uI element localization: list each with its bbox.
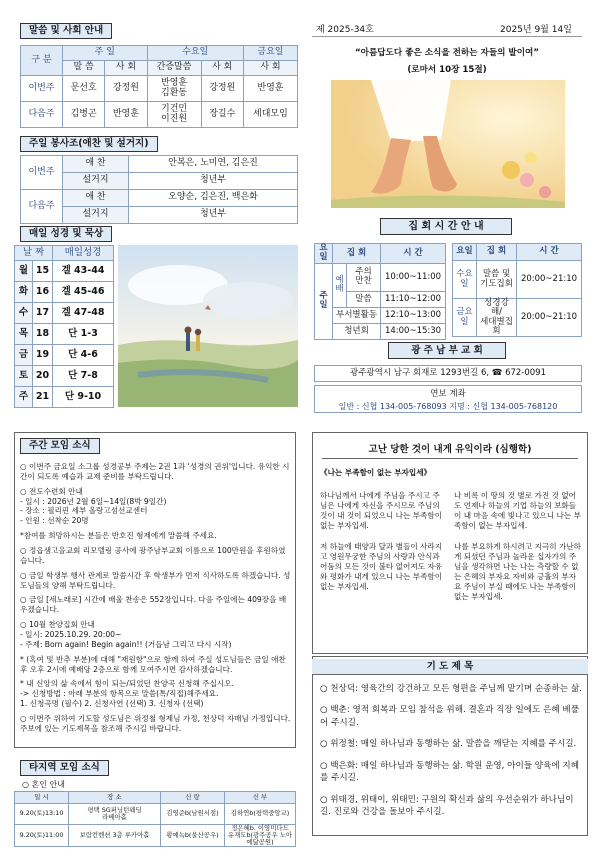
day-header: 요일	[453, 244, 477, 261]
meal-names: 오양순, 김은진, 백은화	[129, 190, 298, 207]
prayer-item: ○ 천상덕: 영육간의 강건하고 모든 형편을 주님께 맡기며 순종하는 삶.	[320, 684, 582, 694]
sermon-table	[20, 45, 298, 128]
cell: 기건민 이진원	[147, 102, 201, 128]
weekly-news-list	[20, 462, 292, 739]
wedding-cell: 9.20(토)13:10	[15, 804, 69, 825]
meeting-name: 청년회	[333, 323, 381, 339]
day-label: 목	[15, 324, 33, 345]
wedding-cell: 김영준b(남원서점)	[161, 804, 225, 825]
meeting-name: 주의 만찬	[347, 263, 381, 291]
meeting-time: 14:00~15:30	[381, 323, 446, 339]
meeting-name: 성경강해/ 세대별집회	[477, 299, 517, 337]
meeting-time: 20:00~21:10	[517, 299, 582, 337]
news-item: ○ 정읍샘고을교회 리모델링 공사에 광주남부교회 이름으로 100만원을 후원하였습니다.	[20, 546, 286, 565]
weekly-news-title: 주간 모임 소식	[20, 438, 100, 454]
issue-date: 2025년 9월 14일	[500, 25, 572, 35]
date-cell: 20	[33, 366, 53, 387]
account-numbers: 일반 : 신협 134-005-768093 지명 : 신협 134-005-768120	[338, 402, 558, 411]
reading-header: 매일성경	[53, 246, 114, 261]
prayer-list	[320, 683, 582, 828]
wed-sermon-header: 간증말씀	[147, 61, 201, 76]
fri-header: 금요일	[243, 46, 297, 61]
time-header: 시 간	[381, 244, 446, 264]
news-item: ○ 금일 학생부 행사 관계로 말씀시간 후 학생부가 먼저 식사하도록 하겠습니다. 성도님들의 양해 부탁드립니다.	[20, 570, 291, 590]
news-item: ○ 이번주 금요일 소그룹 성경공부 주제는 2권 1과 '성경의 권위'입니다. 유익한 시간이 되도록 예습과 교제 준비를 부탁드립니다.	[20, 462, 290, 481]
prayer-title: 기 도 제 목	[312, 659, 588, 675]
service-table	[20, 155, 298, 224]
cell: 반영훈	[105, 102, 147, 128]
day-label: 금	[15, 345, 33, 366]
row-label: 다음주	[21, 190, 63, 224]
host-header: 사 회	[105, 61, 147, 76]
wedding-header: 일 시	[15, 792, 69, 804]
news-item: ○ 10월 찬양집회 안내 - 일시: 2025.10.29. 20:00~ - 주제: Born again! Begin again!! (거듭남 그리고 다시 시작)	[20, 620, 232, 649]
wedding-subtitle: ○ 혼인 안내	[22, 780, 65, 789]
time-header: 시 간	[517, 244, 582, 261]
wedding-cell: 정은혜b. 이영미다드 유재도b(광주공우 노아예닮공원)	[225, 825, 296, 847]
meal-label: 애 찬	[63, 156, 129, 173]
wash-label: 설거지	[63, 173, 129, 190]
date-cell: 17	[33, 303, 53, 324]
reading-col2	[454, 491, 582, 602]
reading-paragraph: 하나님께서 나에게 주님을 주시고 주님은 나에게 자신을 주시므로 주님의 것이 내 것이 되었으니 나는 부족함이 없는 부자입세.	[320, 491, 443, 530]
date-cell: 19	[33, 345, 53, 366]
meeting-times-title: 집 회 시 간 안 내	[380, 218, 512, 235]
meeting-name: 말씀 및 기도집회	[477, 261, 517, 299]
church-name: 광 주 남 부 교 회	[388, 342, 506, 359]
wed-header: 수요일	[147, 46, 243, 61]
meeting-name: 말씀	[347, 291, 381, 307]
wash-label: 설거지	[63, 207, 129, 224]
wash-names: 청년부	[129, 207, 298, 224]
news-item: ○ 이번주 위하여 기도할 성도님은 위정철 형제님 가정, 천상덕 자매님 가정입니다. 주보에 있는 기도제목을 참조해 주시길 바랍니다.	[20, 714, 291, 733]
reading-cell: 겔 43-44	[53, 261, 114, 282]
meeting-name: 부서별활동	[333, 307, 381, 323]
news-item: * 내 신앙의 삶 속에서 힘이 되는/되었던 찬양곡 신청해 주십시오. -> 신청방법 : 아래 부분의 항목으로 말씀(톡/직접)해주세요. 1. 신청곡명 (필수) 2. 신청사연 (선택) 3. 신청자 (선택)	[20, 679, 234, 709]
date-cell: 15	[33, 261, 53, 282]
news-item: ○ 전도수련회 안내 - 일시 : 2026년 2월 6일~14일(8박 9일간) - 장소 : 필리핀 세부 올랑고섬선교센터 - 인원 : 선착순 20명	[20, 486, 167, 526]
wedding-cell: 보람컨벤션 3층 루카아홀	[69, 825, 161, 847]
meeting-time: 12:10~13:00	[381, 307, 446, 323]
cell: 장길수	[201, 102, 243, 128]
wedding-header: 신 부	[225, 792, 296, 804]
reading-subtitle: 《나는 부족함이 없는 부자입세》	[320, 468, 432, 477]
sunday-header: 주 일	[63, 46, 148, 61]
cell: 반영훈	[243, 76, 297, 102]
wedding-cell: 9.20(토)11:00	[15, 825, 69, 847]
date-cell: 18	[33, 324, 53, 345]
wash-names: 청년부	[129, 173, 298, 190]
wedding-header: 신 랑	[161, 792, 225, 804]
day-label: 주	[15, 387, 33, 408]
reading-cell: 단 7-8	[53, 366, 114, 387]
feet-illustration	[331, 80, 565, 208]
other-news-title: 타지역 모임 소식	[20, 760, 109, 776]
fri-host-header: 사 회	[243, 61, 297, 76]
church-address: 광주광역시 남구 회재로 1293번길 6, ☎ 672-0091	[314, 365, 582, 382]
daily-bible-table	[14, 245, 114, 408]
prayer-item: ○ 백은화: 매일 하나님과 동행하는 삶. 학원 운영, 아이들 양육에 지혜를 주시길.	[320, 760, 580, 784]
cell: 강정원	[201, 76, 243, 102]
verse-text: “아름답도다 좋은 소식을 전하는 자들의 발이여”	[355, 48, 539, 58]
sermon-info-title: 말씀 및 사회 안내	[20, 23, 112, 39]
issue-number: 제 2025-34호	[316, 25, 374, 35]
sermon-header: 말 씀	[63, 61, 105, 76]
cell: 문선호	[63, 76, 105, 102]
reading-title: 고난 당한 것이 내게 유익이라 (심행학)	[368, 444, 532, 455]
worship-label: 예배	[333, 263, 347, 307]
daily-bible-title: 매일 성경 및 묵상	[20, 226, 112, 242]
day-cell: 금요일	[453, 299, 477, 337]
meal-label: 애 찬	[63, 190, 129, 207]
row-label: 이번주	[21, 76, 63, 102]
account-box	[314, 385, 582, 413]
wedding-table	[14, 791, 296, 847]
day-cell: 수요일	[453, 261, 477, 299]
reading-col1	[320, 491, 446, 592]
date-cell: 16	[33, 282, 53, 303]
cell: 강정원	[105, 76, 147, 102]
cell: 세대모임	[243, 102, 297, 128]
reading-title-rule	[322, 458, 578, 459]
watercolor-illustration	[118, 245, 298, 407]
day-header: 요일	[315, 244, 333, 264]
wedding-cell: 평택 SG퍼닝턴웨딩 라베아홀	[69, 804, 161, 825]
prayer-item: ○ 위태경, 위태이, 위태민: 구원의 확신과 삶의 우선순위가 하나님이길. 진로와 건강을 돌보아 주시길.	[320, 794, 574, 818]
cell: 김병곤	[63, 102, 105, 128]
account-title: 연보 계좌	[430, 389, 466, 399]
sunday-label: 주일	[315, 263, 333, 339]
meeting-header: 집 회	[333, 244, 381, 264]
cell: 반영훈 김환동	[147, 76, 201, 102]
wedding-cell: 김하연b(평택중앙교)	[225, 804, 296, 825]
date-header: 날 짜	[15, 246, 53, 261]
reading-cell: 단 1-3	[53, 324, 114, 345]
day-label: 화	[15, 282, 33, 303]
prayer-item: ○ 백춘: 영적 회복과 모임 참석을 위해. 결혼과 직장 일에도 은혜 베풀어 주시길.	[320, 705, 580, 728]
verse-ref: (로마서 10장 15절)	[407, 65, 487, 75]
meeting-table-left	[314, 243, 446, 340]
service-team-title: 주일 봉사조(애찬 및 설거지)	[20, 136, 158, 152]
meeting-time: 20:00~21:10	[517, 261, 582, 299]
meeting-time: 11:10~12:00	[381, 291, 446, 307]
wedding-header: 장 소	[69, 792, 161, 804]
reading-paragraph: 저 하늘에 태양과 달과 별들이 사라지고 영원무궁한 주님의 사랑과 안식과 어둠의 모든 것이 불타 없어져도 자유와 평화가 내게 있으니 나는 부족함이 없는 부자입세.	[320, 542, 443, 591]
meeting-table-right	[452, 243, 582, 337]
meeting-header: 집 회	[477, 244, 517, 261]
date-cell: 21	[33, 387, 53, 408]
reading-cell: 단 9-10	[53, 387, 114, 408]
reading-cell: 단 4-6	[53, 345, 114, 366]
day-label: 월	[15, 261, 33, 282]
reading-cell: 겔 47-48	[53, 303, 114, 324]
wed-host-header: 사 회	[201, 61, 243, 76]
meeting-time: 10:00~11:00	[381, 263, 446, 291]
row-label: 이번주	[21, 156, 63, 190]
news-item: * (혹여 및 반추 부분)에 대해 "재원함"으로 함께 하여 주실 성도님들은 금일 애찬후 오후 2시에 예배당 2층으로 함께 모여주시면 감사하겠습니다.	[20, 654, 286, 674]
wedding-cell: 황예녹b(울산공우)	[161, 825, 225, 847]
news-item: *참여를 희망하시는 분들은 반호진 형제에게 말씀해 주세요.	[20, 531, 217, 541]
row-label: 다음주	[21, 102, 63, 128]
header-divider	[312, 36, 582, 37]
meal-names: 안복은, 노미연, 김은진	[129, 156, 298, 173]
prayer-item: ○ 위정철: 매일 하나님과 동행하는 삶. 말씀을 깨닫는 지혜를 주시길.	[320, 739, 577, 750]
day-label: 수	[15, 303, 33, 324]
reading-paragraph: 나를 부요하게 하시려고 지극히 가난하게 되셨던 주님과 놀라운 십자가의 주님을 생각하면 나는 나는 측량할 수 없는 은혜의 부자요 자비와 긍휼의 부자요 주님이 부실 때에도 나는 부족함이 없는 부자입세.	[454, 542, 582, 601]
reading-paragraph: 나 비록 이 땅의 것 별로 가진 것 없어도 언제나 하늘의 기업 하늘의 보화들이 내 마음 속에 빛나고 있으니 나는 부족함이 없는 부자입세.	[454, 491, 581, 530]
division-header: 구 분	[21, 46, 63, 76]
day-label: 토	[15, 366, 33, 387]
news-item: ○ 금일 [세노래로] 시간에 배울 찬송은 552장입니다. 다음 주일에는 409장을 배우겠습니다.	[20, 595, 287, 615]
reading-cell: 겔 45-46	[53, 282, 114, 303]
